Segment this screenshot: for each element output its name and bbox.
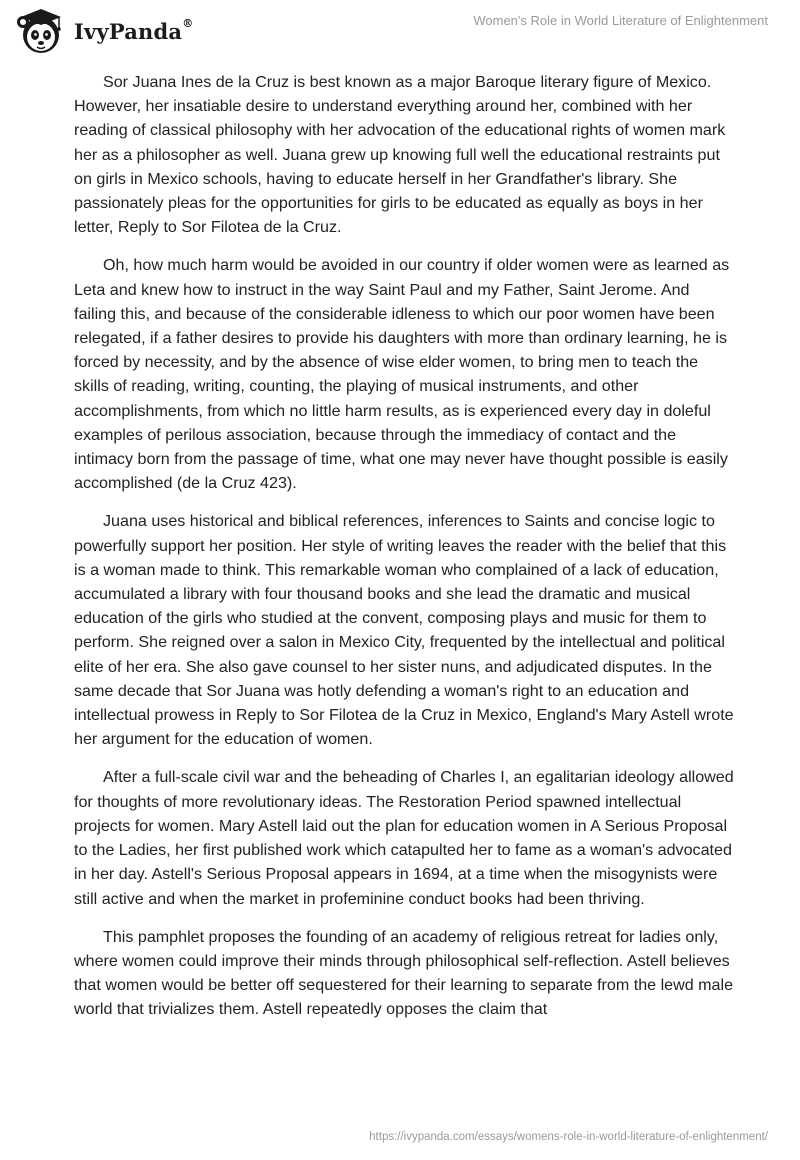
paragraph: Oh, how much harm would be avoided in our country if older women were as learned as Leta and knew how to instruct in the way Saint Paul and my Father, Saint Jerome. And failing this, and because of the considerable idleness to which our poor women have been relegated, if a father desires to provide his daughters with more than ordinary learning, he is forced by necessity, and by the absence of wise elder women, to bring men to teach the skills of reading, writing, counting, the playing of musical instruments, and other accomplishments, from which no little harm results, as is experienced every day in doleful examples of perilous association, because through the immediacy of contact and the intimacy born from the passage of time, what one may never have thought possible is easily accomplished (de la Cruz 423). [74,256,730,493]
document-title: Women's Role in World Literature of Enlightenment [473,13,768,28]
paragraph: This pamphlet proposes the founding of an academy of religious retreat for ladies only, where women could improve their minds through philosophical self-reflection. Astell believes that women would be better off sequestered for their learning to separate from the lewd male world that trivializes them. Astell repeatedly opposes the claim that [74,927,734,1019]
paragraph: After a full-scale civil war and the beheading of Charles I, an egalitarian ideology allowed for thoughts of more revolutionary ideas. The Restoration Period spawned intellectual projects for women. Mary Astell laid out the plan for education women in A Serious Proposal to the Ladies, her first published work which catapulted her to fame as a woman's advocated in her day. Astell's Serious Proposal appears in 1694, at a time when the misogynists were still active and when the market in profeminine conduct books had been thriving. [74,768,734,908]
brand-name: IvyPanda® [74,16,194,44]
paragraph: Juana uses historical and biblical references, inferences to Saints and concise logic to powerfully support her position. Her style of writing leaves the reader with the belief that this is a woman made to think. This remarkable woman who complained of a lack of education, accumulated a library with four thousand books and she lead the dramatic and musical education of the girls who studied at the convent, composing plays and music for them to perform. She reigned over a salon in Mexico City, frequented by the intellectual and political elite of her era. She also gave counsel to her sister nuns, and adjudicated disputes. In the same decade that Sor Juana was hotly defending a woman's right to an education and intellectual prowess in Reply to Sor Filotea de la Cruz in Mexico, England's Mary Astell wrote her argument for the education of women. [74,512,734,749]
panda-graduate-icon [16,6,66,56]
essay-body [74,70,734,1036]
source-url[interactable]: https://ivypanda.com/essays/womens-role-in-world-literature-of-enlightenment/ [369,1131,768,1143]
registered-mark: ® [182,16,194,30]
paragraph: Sor Juana Ines de la Cruz is best known as a major Baroque literary figure of Mexico. However, her insatiable desire to understand everything around her, combined with her reading of classical philosophy with her advocation of the educational rights of women mark her as a philosopher as well. Juana grew up knowing full well the educational restraints put on girls in Mexico schools, having to educate herself in her Grandfather's library. She passionately pleas for the opportunities for girls to be educated as equally as boys in her letter, Reply to Sor Filotea de la Cruz. [74,73,726,237]
site-logo[interactable] [16,6,193,56]
